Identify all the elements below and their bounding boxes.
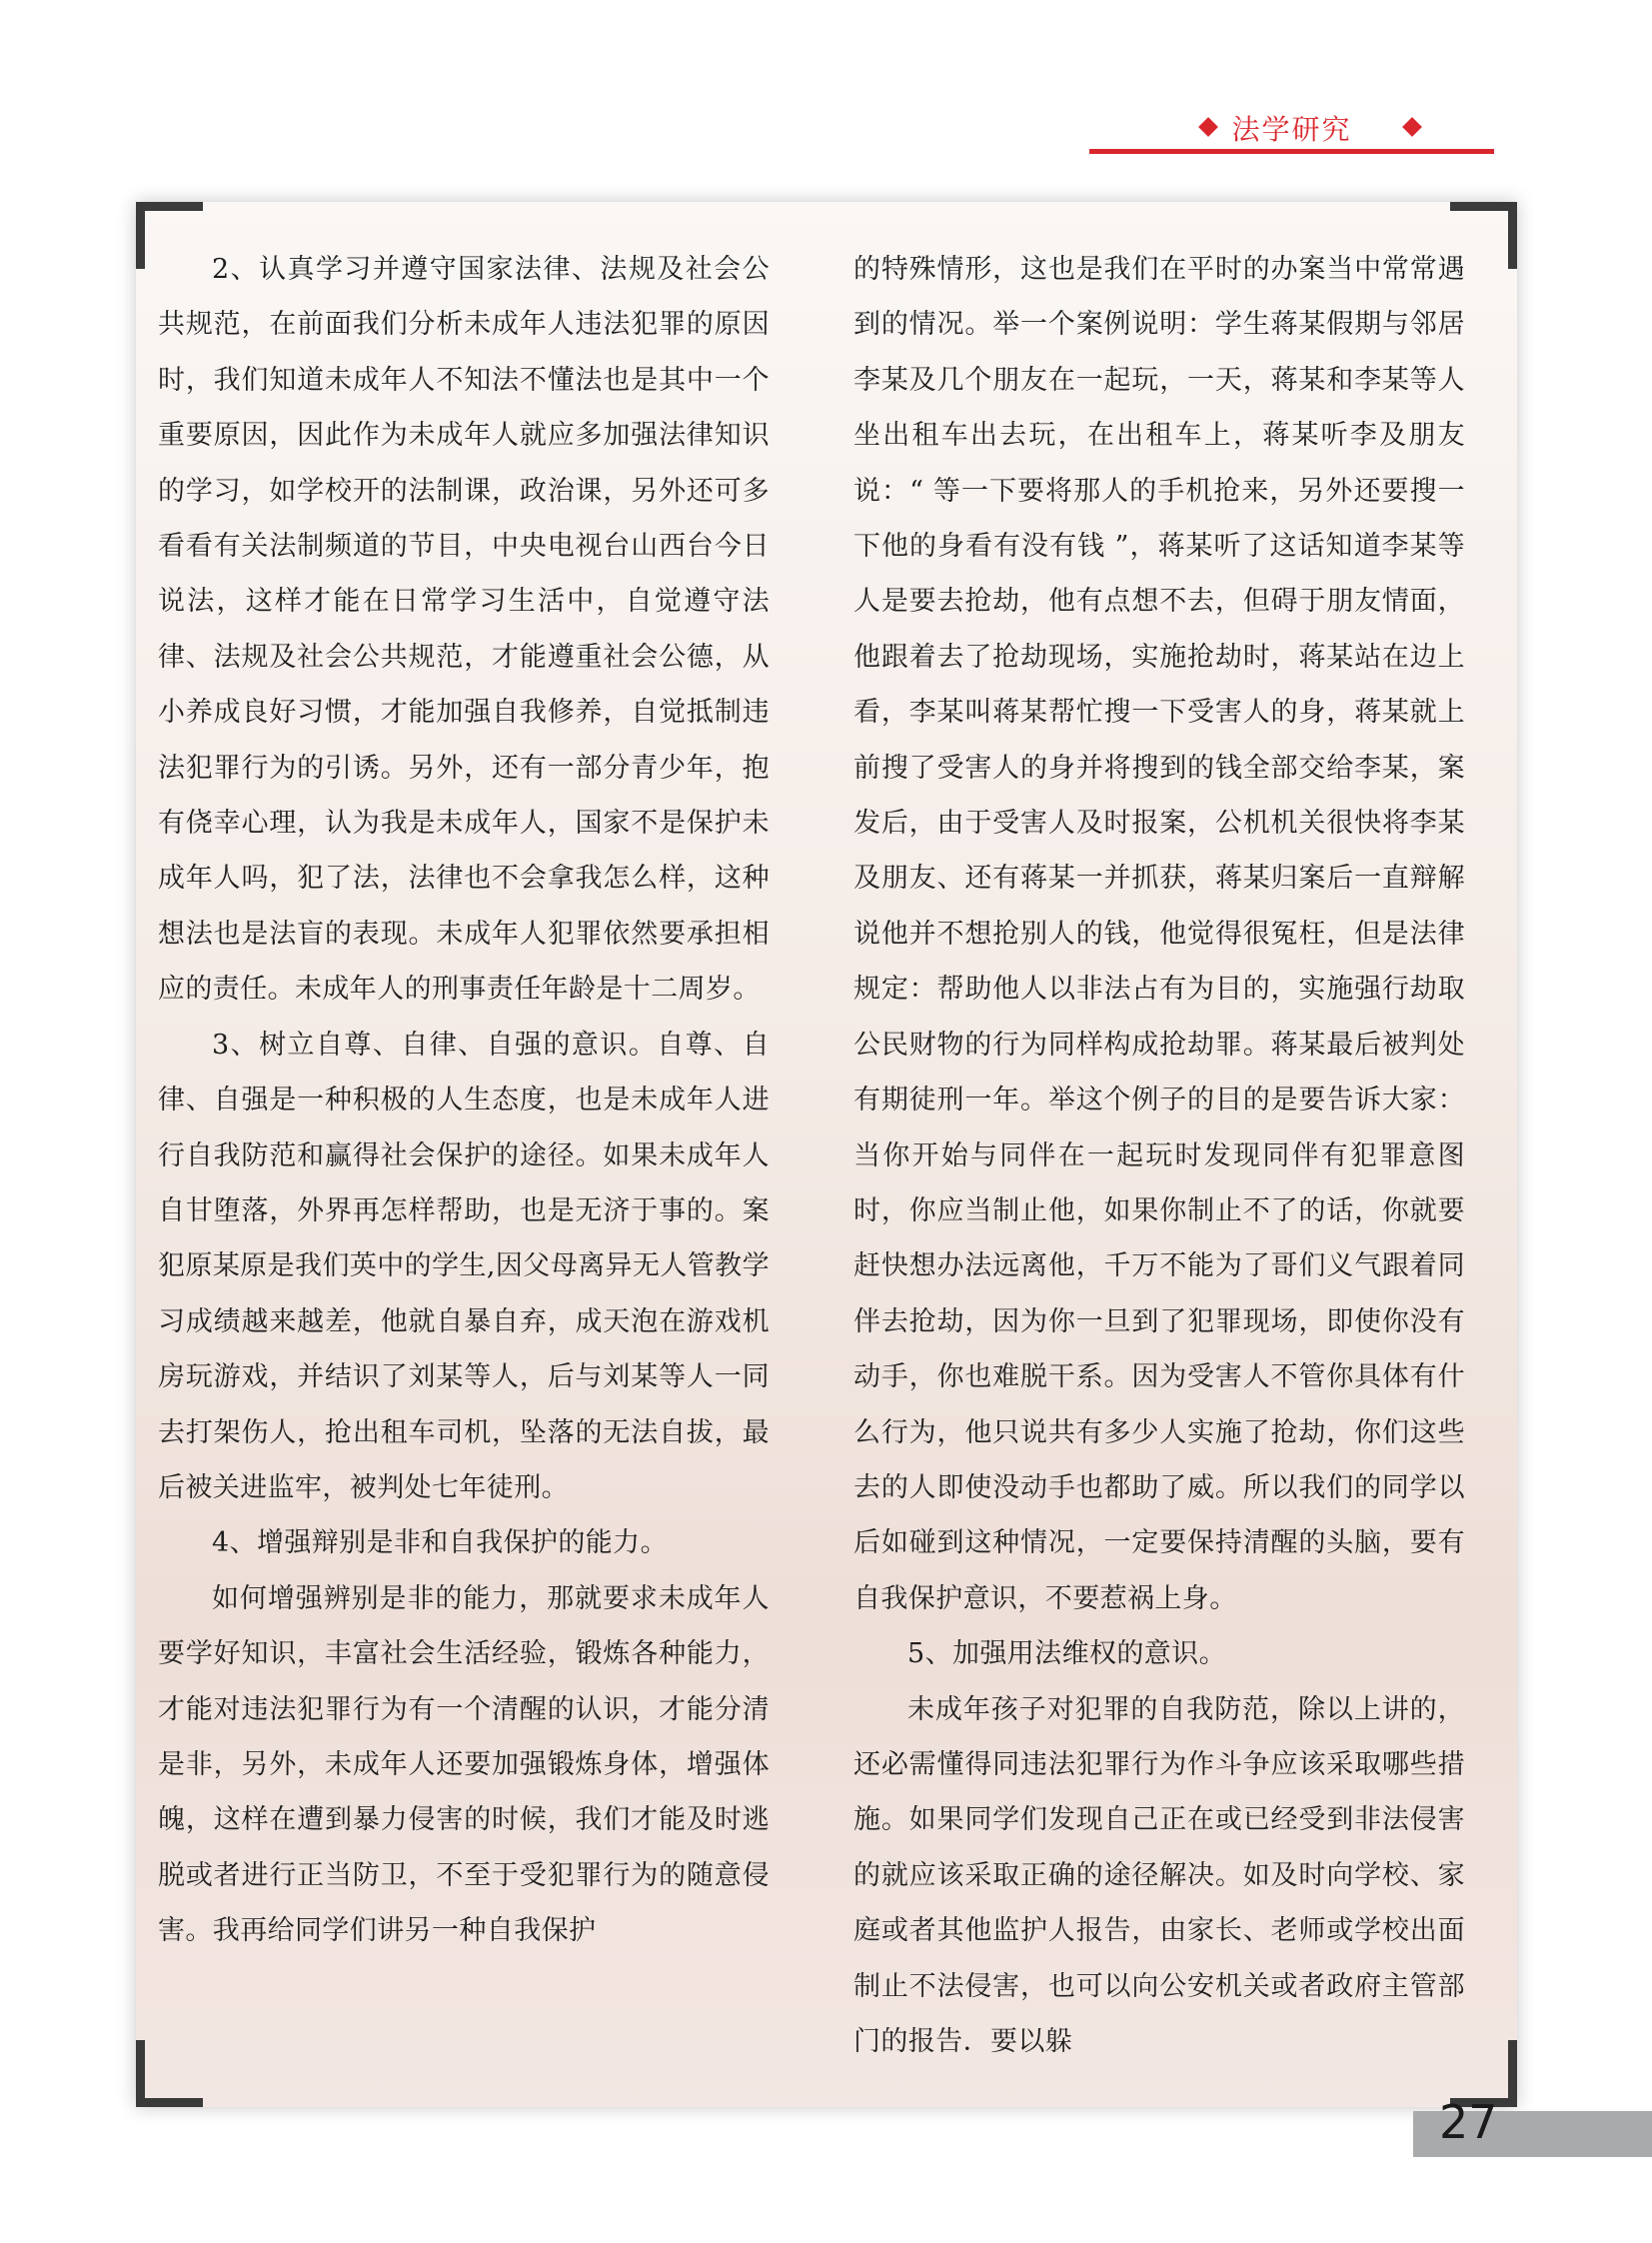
- paragraph: 4、增强辩别是非和自我保护的能力。: [212, 1527, 668, 1559]
- section-title: 法学研究: [1231, 113, 1352, 146]
- paragraph: 2、认真学习并遵守国家法律、法规及社会公共规范，在前面我们分析未成年人违法犯罪的原因时，我们知道未成年人不知法不懂法也是其中一个重要原因，因此作为未成年人就应多加强法律知识的学习，如学校开的法制课，政治课，另外还可多看看有关法制频道的节目，中央电视台山西台今日说法，这样才能在日常学习生活中，自觉遵守法律、法规及社会公共规范，才能遵重社会公德，从小养成良好习惯，才能加强自我修养，自觉抵制违法犯罪行为的引诱。另外，还有一部分青少年，抱有侥幸心理，认为我是未成年人，国家不是保护未成年人吗，犯了法，法律也不会拿我怎么样，这种想法也是法盲的表现。未成年人犯罪依然要承担相应的责任。未成年人的刑事责任年龄是十二周岁。: [158, 254, 770, 1006]
- left-column: [158, 242, 770, 2081]
- page-number: 27: [1439, 2095, 1498, 2149]
- header-rule: [1089, 149, 1494, 154]
- paragraph-continued: 的特殊情形，这也是我们在平时的办案当中常常遇到的情况。举一个案例说明：学生蒋某假期与邻居李某及几个朋友在一起玩，一天，蒋某和李某等人坐出租车出去玩，在出租车上，蒋某听李及朋友说：“ 等一下要将那人的手机抢来，另外还要搜一下他的身看有没有钱 ”，蒋某听了这话知道李某等人是要去抢劫，他有点想不去，但碍于朋友情面，他跟着去了抢劫现场，实施抢劫时，蒋某站在边上看，李某叫蒋某帮忙搜一下受害人的身，蒋某就上前搜了受害人的身并将搜到的钱全部交给李某，案发后，由于受害人及时报案，公机机关很快将李某及朋友、还有蒋某一并抓获，蒋某归案后一直辩解说他并不想抢别人的钱，他觉得很冤枉，但是法律规定：帮助他人以非法占有为目的，实施强行劫取公民财物的行为同样构成抢劫罪。蒋某最后被判处有期徒刑一年。举这个例子的目的是要告诉大家：当你开始与同伴在一起玩时发现同伴有犯罪意图时，你应当制止他，如果你制止不了的话，你就要赶快想办法远离他，千万不能为了哥们义气跟着同伴去抢劫，因为你一旦到了犯罪现场，即使你没有动手，你也难脱干系。因为受害人不管你具体有什么行为，他只说共有多少人实施了抢劫，你们这些去的人即使没动手也都助了威。所以我们的同学以后如碰到这种情况，一定要保持清醒的头脑，要有自我保护意识，不要惹祸上身。: [853, 254, 1465, 1614]
- paragraph: 未成年孩子对犯罪的自我防范，除以上讲的，还必需懂得同违法犯罪行为作斗争应该采取哪些措施。如果同学们发现自己正在或已经受到非法侵害的就应该采取正确的途径解决。如及时向学校、家庭或者其他监护人报告，由家长、老师或学校出面制止不法侵害，也可以向公安机关或者政府主管部门的报告．要以躲: [853, 1693, 1465, 2057]
- article-panel: [136, 202, 1517, 2107]
- paragraph: 如何增强辨别是非的能力，那就要求未成年人要学好知识，丰富社会生活经验，锻炼各种能力，才能对违法犯罪行为有一个清醒的认识，才能分清是非，另外，未成年人还要加强锻炼身体，增强体魄，这样在遭到暴力侵害的时候，我们才能及时逃脱或者进行正当防卫，不至于受犯罪行为的随意侵害。我再给同学们讲另一种自我保护: [158, 1582, 770, 1947]
- section-header: [1089, 104, 1494, 154]
- paragraph: 3、树立自尊、自律、自强的意识。自尊、自律、自强是一种积极的人生态度，也是未成年人进行自我防范和赢得社会保护的途径。如果未成年人自甘堕落，外界再怎样帮助，也是无济于事的。案犯原某原是我们英中的学生,因父母离异无人管教学习成绩越来越差，他就自暴自弃，成天泡在游戏机房玩游戏，并结识了刘某等人，后与刘某等人一同去打架伤人，抢出租车司机，坠落的无法自拔，最后被关进监牢，被判处七年徒刑。: [158, 1029, 770, 1503]
- right-column: [853, 242, 1465, 2081]
- paragraph: 5、加强用法维权的意识。: [907, 1638, 1226, 1670]
